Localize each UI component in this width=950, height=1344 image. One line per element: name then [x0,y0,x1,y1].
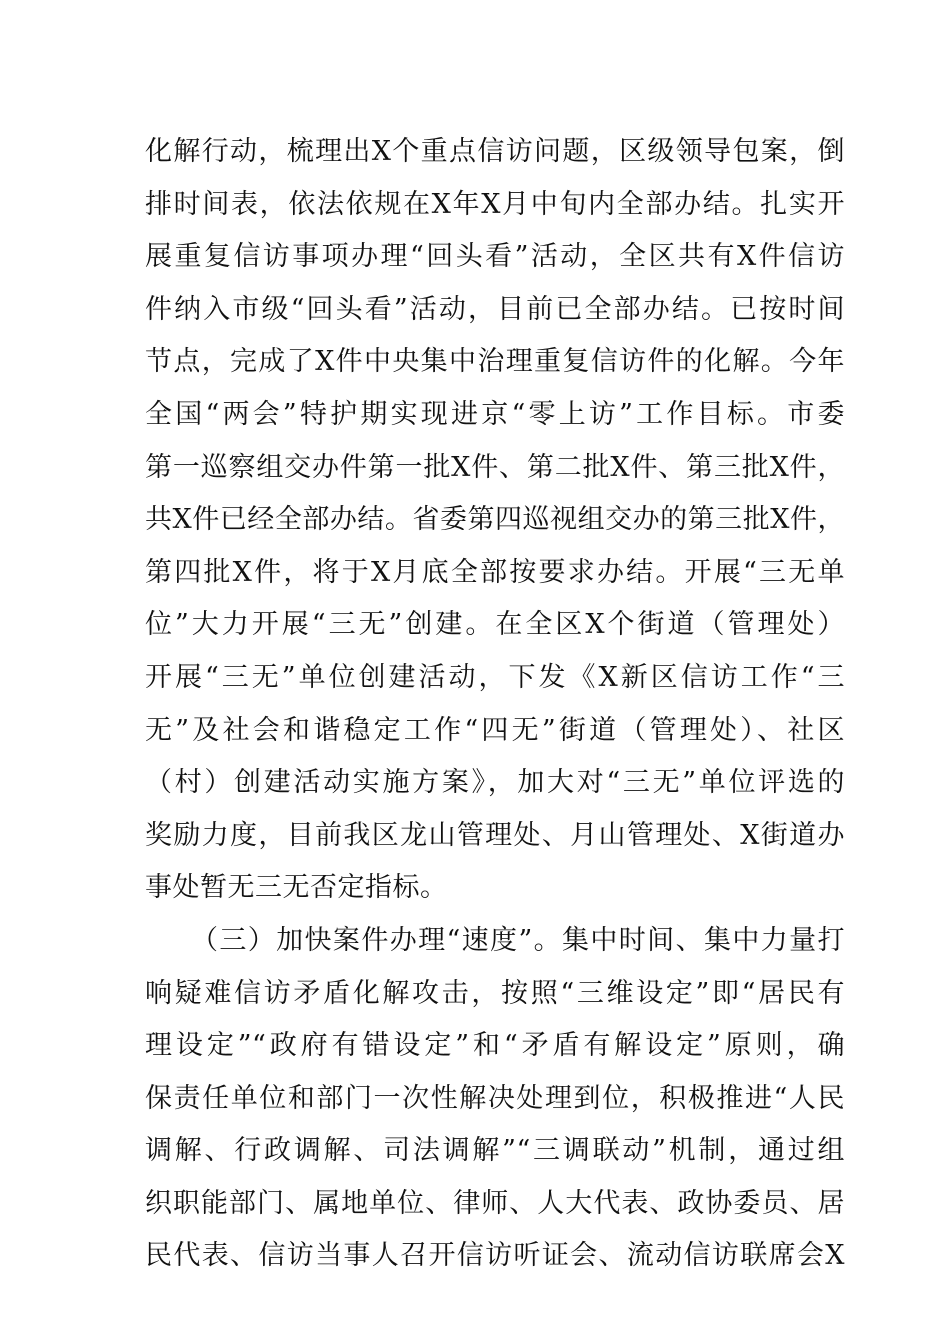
text-line: 节点，完成了X件中央集中治理重复信访件的化解。今年 [145,346,845,378]
text-line: 化解行动，梳理出X个重点信访问题，区级领导包案，倒 [145,136,845,167]
text-line: 展重复信访事项办理“回头看”活动，全区共有X件信访 [145,241,845,273]
text-line: 理设定”“政府有错设定”和“矛盾有解设定”原则，确 [145,1030,845,1062]
text-line: 第四批X件，将于X月底全部按要求办结。开展“三无单 [145,556,845,588]
text-line: （村）创建活动实施方案》，加大对“三无”单位评选的 [145,767,845,799]
text-line: 织职能部门、属地单位、律师、人大代表、政协委员、居 [145,1187,845,1219]
text-line: 无”及社会和谐稳定工作“四无”街道（管理处）、社区 [145,714,845,746]
text-line: 共X件已经全部办结。省委第四巡视组交办的第三批X件， [145,504,845,536]
text-line: 第一巡察组交办件第一批X件、第二批X件、第三批X件， [145,451,845,483]
body-text [145,126,845,1283]
text-line: 奖励力度，目前我区龙山管理处、月山管理处、X街道办 [145,819,845,851]
text-line: 开展“三无”单位创建活动，下发《X新区信访工作“三 [145,661,845,693]
text-line: 排时间表，依法依规在X年X月中旬内全部办结。扎实开 [145,188,845,220]
text-line: 保责任单位和部门一次性解决处理到位，积极推进“人民 [145,1082,845,1114]
text-line: 全国“两会”特护期实现进京“零上访”工作目标。市委 [145,398,845,430]
text-line: 调解、行政调解、司法调解”“三调联动”机制，通过组 [145,1135,845,1167]
text-line: 民代表、信访当事人召开信访听证会、流动信访联席会X [145,1240,845,1272]
text-line: 位”大力开展“三无”创建。在全区X个街道（管理处） [145,609,845,641]
paragraph-end-line: 事处暂无三无否定指标。 [145,872,448,904]
text-line: 响疑难信访矛盾化解攻击，按照“三维设定”即“居民有 [145,977,845,1009]
text-line: 件纳入市级“回头看”活动，目前已全部办结。已按时间 [145,293,845,325]
section-heading-line: （三）加快案件办理“速度”。集中时间、集中力量打 [191,924,845,956]
